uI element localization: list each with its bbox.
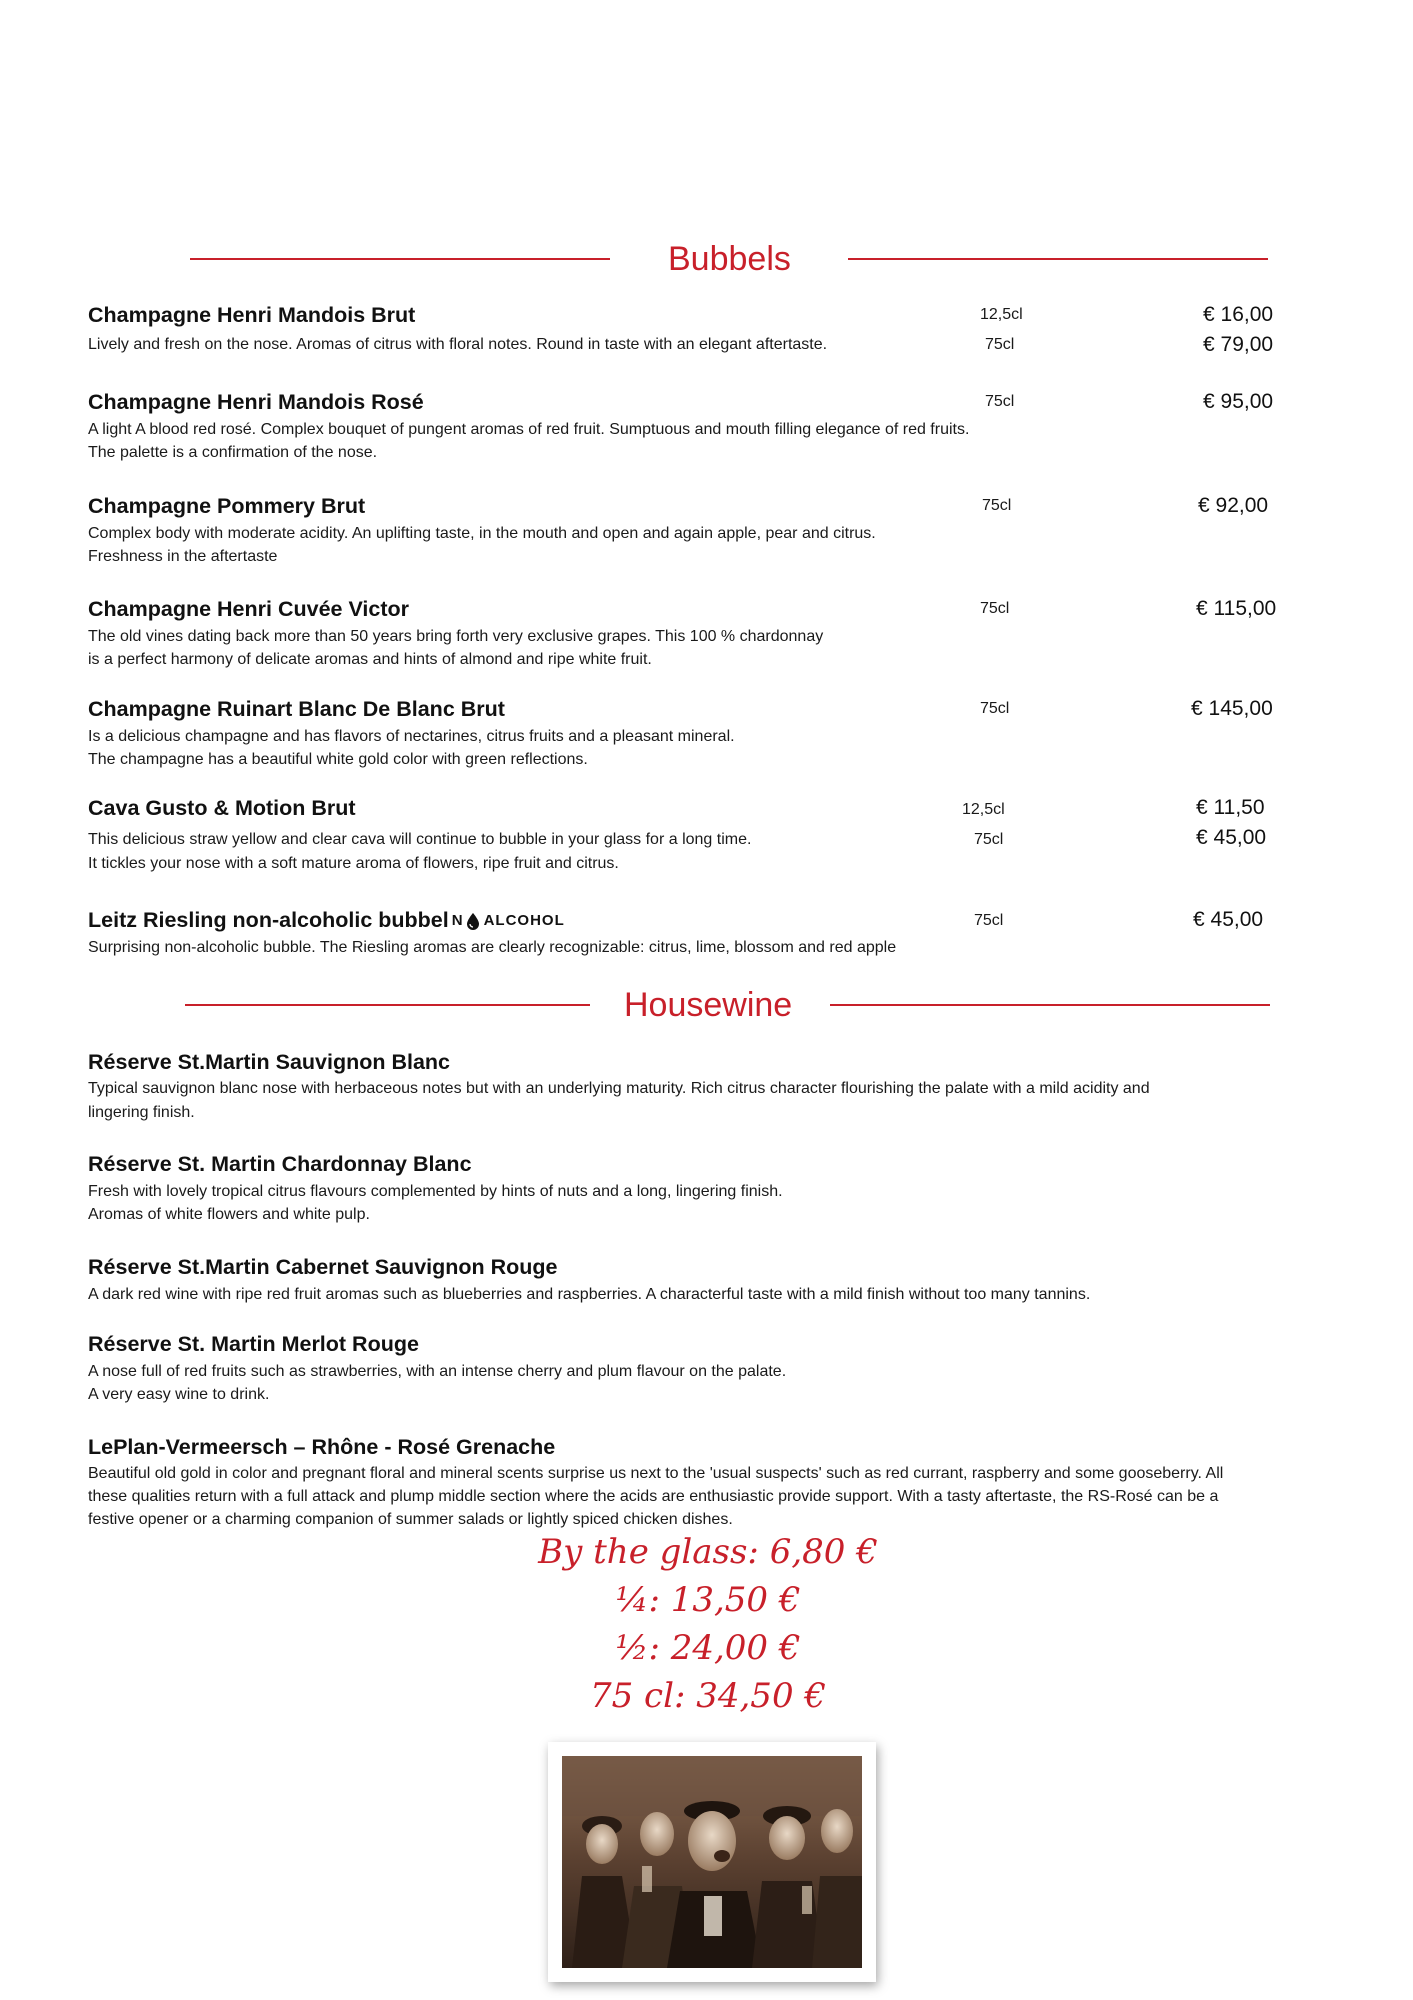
no-alcohol-badge: [452, 912, 565, 930]
wine-volume: 75cl: [974, 912, 1004, 929]
bubbels-rule-right: [848, 258, 1268, 260]
wine-price: € 92,00: [1198, 494, 1269, 517]
wine-price: € 79,00: [1203, 333, 1274, 356]
vintage-celebration-photo-icon: [562, 1756, 862, 1968]
wine-price: € 115,00: [1196, 597, 1277, 620]
price-bottle: 75 cl: 34,50 €: [589, 1676, 827, 1716]
wine-name: Réserve St.Martin Cabernet Sauvignon Rouge: [88, 1255, 558, 1279]
housewine-rule-right: [830, 1004, 1270, 1006]
wine-description: Typical sauvignon blanc nose with herbaceous notes but with an underlying maturity. Rich citrus character flourishing the palate with a mild acidity and: [88, 1080, 1150, 1097]
wine-description: Surprising non-alcoholic bubble. The Riesling aromas are clearly recognizable: citrus, lime, blossom and red apple: [88, 939, 897, 956]
wine-name: Leitz Riesling non-alcoholic bubbel: [88, 908, 449, 932]
wine-description: A very easy wine to drink.: [88, 1386, 270, 1403]
wine-description: Fresh with lovely tropical citrus flavours complemented by hints of nuts and a long, lingering finish.: [88, 1183, 783, 1200]
wine-volume: 75cl: [982, 497, 1012, 514]
wine-volume: 75cl: [980, 700, 1010, 717]
price-quarter: ¼: 13,50 €: [615, 1580, 801, 1620]
wine-volume: 75cl: [985, 393, 1015, 410]
wine-name: Champagne Pommery Brut: [88, 494, 366, 518]
wine-name: LePlan-Vermeersch – Rhône - Rosé Grenache: [88, 1435, 556, 1459]
wine-name: Champagne Henri Cuvée Victor: [88, 597, 409, 621]
wine-description: The old vines dating back more than 50 years bring forth very exclusive grapes. This 100 % chardonnay: [88, 628, 824, 645]
wine-name-row: [88, 908, 565, 933]
wine-price: € 45,00: [1196, 826, 1267, 849]
vintage-photo-frame: [548, 1742, 876, 1982]
wine-description: festive opener or a charming companion of summer salads or lightly spiced chicken dishes.: [88, 1511, 733, 1528]
wine-name: Réserve St. Martin Merlot Rouge: [88, 1332, 419, 1356]
wine-description: Complex body with moderate acidity. An uplifting taste, in the mouth and open and again apple, pear and citrus.: [88, 525, 876, 542]
wine-description: Lively and fresh on the nose. Aromas of citrus with floral notes. Round in taste with an elegant aftertaste.: [88, 336, 828, 353]
wine-volume: 12,5cl: [980, 306, 1023, 323]
no-alcohol-badge-prefix: N: [451, 912, 464, 929]
wine-description: Is a delicious champagne and has flavors of nectarines, citrus fruits and a pleasant mineral.: [88, 728, 735, 745]
wine-volume: 75cl: [980, 600, 1010, 617]
wine-volume: 12,5cl: [962, 801, 1005, 818]
wine-price: € 95,00: [1203, 390, 1274, 413]
bubbels-rule-left: [190, 258, 610, 260]
wine-price: € 11,50: [1196, 796, 1265, 819]
housewine-rule-left: [185, 1004, 590, 1006]
price-by-the-glass: By the glass: 6,80 €: [538, 1532, 878, 1572]
wine-description: is a perfect harmony of delicate aromas and hints of almond and ripe white fruit.: [88, 651, 652, 668]
bubbels-heading: Bubbels: [668, 240, 791, 278]
wine-description: A nose full of red fruits such as strawberries, with an intense cherry and plum flavour on the palate.: [88, 1363, 787, 1380]
wine-name: Champagne Henri Mandois Rosé: [88, 390, 424, 414]
wine-description: these qualities return with a full attack and plump middle section where the acids are enthusiastic provide support. With a tasty aftertaste, the RS-Rosé can be a: [88, 1488, 1219, 1505]
housewine-heading: Housewine: [624, 986, 793, 1024]
wine-name: Champagne Henri Mandois Brut: [88, 303, 416, 327]
wine-description: Beautiful old gold in color and pregnant floral and mineral scents surprise us next to the 'usual suspects' such as red currant, raspberry and some gooseberry. All: [88, 1465, 1224, 1482]
wine-description: Freshness in the aftertaste: [88, 548, 278, 565]
wine-description: This delicious straw yellow and clear cava will continue to bubble in your glass for a long time.: [88, 831, 752, 848]
drop-icon: [466, 912, 480, 930]
wine-name: Cava Gusto & Motion Brut: [88, 796, 356, 820]
wine-price: € 45,00: [1193, 908, 1264, 931]
wine-description: It tickles your nose with a soft mature aroma of flowers, ripe fruit and citrus.: [88, 855, 619, 872]
wine-description: lingering finish.: [88, 1104, 195, 1121]
wine-description: The champagne has a beautiful white gold color with green reflections.: [88, 751, 588, 768]
wine-volume: 75cl: [985, 336, 1015, 353]
wine-description: The palette is a confirmation of the nose.: [88, 444, 378, 461]
wine-name: Champagne Ruinart Blanc De Blanc Brut: [88, 697, 505, 721]
wine-description: A light A blood red rosé. Complex bouquet of pungent aromas of red fruit. Sumptuous and mouth filling elegance of red fruits.: [88, 421, 970, 438]
wine-price: € 145,00: [1191, 697, 1273, 720]
wine-description: A dark red wine with ripe red fruit aromas such as blueberries and raspberries. A characterful taste with a mild finish without too many tannins.: [88, 1286, 1091, 1303]
wine-volume: 75cl: [974, 831, 1004, 848]
wine-name: Réserve St.Martin Sauvignon Blanc: [88, 1050, 451, 1074]
wine-name: Réserve St. Martin Chardonnay Blanc: [88, 1152, 472, 1176]
wine-description: Aromas of white flowers and white pulp.: [88, 1206, 370, 1223]
wine-price: € 16,00: [1203, 303, 1274, 326]
no-alcohol-badge-text: ALCOHOL: [483, 912, 565, 929]
price-half: ½: 24,00 €: [615, 1628, 801, 1668]
